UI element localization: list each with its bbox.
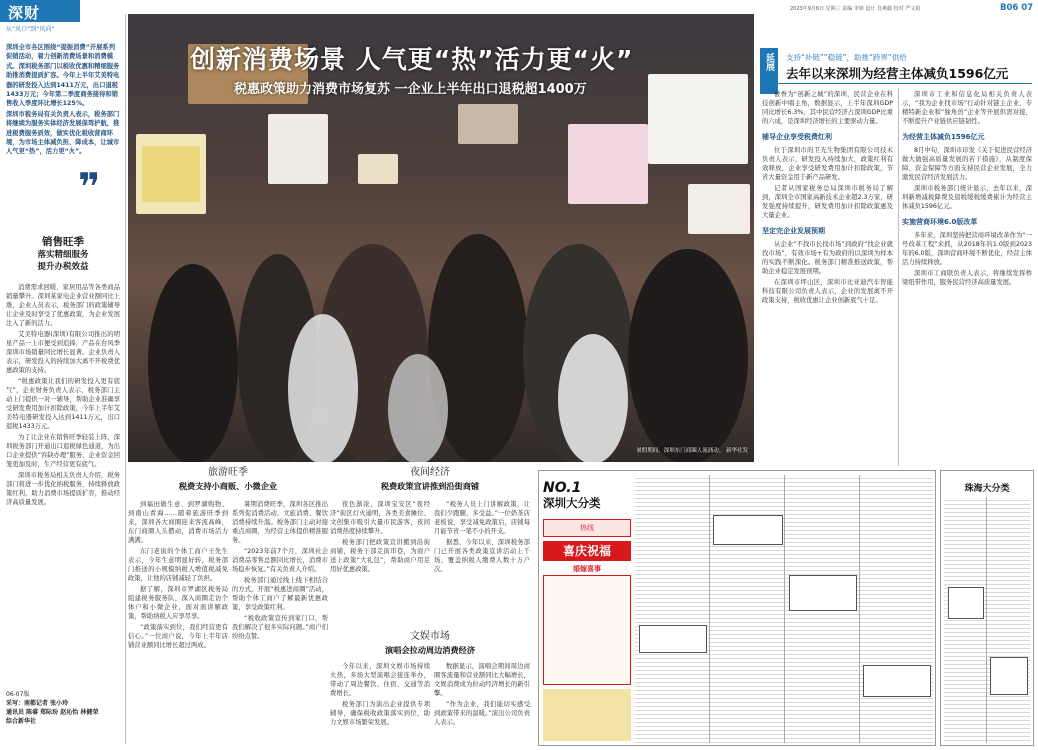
culture-title: 演唱会拉动周边消费经济 <box>384 645 476 655</box>
heading-sales-season: 销售旺季 <box>42 236 84 248</box>
classified-shenzhen-title: 深圳大分类 <box>543 496 601 510</box>
article-tourism-body: 到福田做生意、到罗湖购物、到南山看海……随着旅游旺季到来，深圳各大商圈迎来客流高峰，东门商圈人头攒动，消费市场活力满满。 东门老街的个体工商户王先生表示，今年生意明显好转，税务部门推送的小规模纳税人增值税减免政策，让他的店铺减轻了负担。 据了解，深圳市罗湖区税务局组建税务服务队，深入商圈走访个体户和小微企业，面对面讲解政策，帮助纳税人应享尽享。 “政策落实到位，我们经营更有信心。”一位商户说，今年上半年店铺营业额同比增长超过两成。 <box>128 501 228 649</box>
classified-brand-logo: NO.1 <box>543 480 582 496</box>
celebration-title-text: 喜庆祝福 <box>562 544 611 558</box>
footer-credit-2: 通讯员 陈睿 郑际玢 赵沁怡 林健荣 <box>6 709 99 716</box>
article-culture-header <box>330 630 530 656</box>
article-culture-body: 今年以来，深圳文娱市场持续火热，多场大型演唱会接连举办，带动了周边餐饮、住宿、交通等消费增长。 税务部门为演出企业提供专项辅导，确保税收政策落实到位，助力文娱市场繁荣发展。 <box>330 663 430 726</box>
extension-subhead-2: 为经营主体减负1596亿元 <box>902 133 985 141</box>
footer-credit-3: 综合新华社 <box>6 718 37 725</box>
footer-credits <box>6 690 124 726</box>
extension-col-a: 被誉为“创新之城”的深圳，民营企业在科技创新中唱主角，数据显示，上半年深圳GDP同比增长6.3%，其中民营经济占深圳GDP比重的六成，是深圳经济增长的主要驱动力量。 辅导企业享受税费红利 位于深圳市的卫光生物集团有限公司技术负责人表示，研发投入持续加大，政策红利有效释放，企业享受研发费用加计扣除政策，节省大量资金用于新产品研发。 记者从国家税务总局深圳市税务局了解到，深圳全市国家高新技术企业超2.3万家，研发强度持续提升，研发费用加计扣除政策惠及大量企业。 坚定完企业发展预期 从企业“不找市长找市场”到政府“找企业就找市场”，有效市场+有为政府的以深圳为样本的实践不断深化。税务部门精准推送政策，帮助企业稳定发展预期。 在深圳市坪山区，深圳市比亚迪汽车智能科技有限公司负责人表示，企业的发展离不开政策支持，税收优惠让企业创新底气十足。 <box>762 91 893 304</box>
extension-tag <box>760 48 778 94</box>
section-banner <box>0 0 80 22</box>
extension-subhead-1: 辅导企业享受税费红利 <box>762 133 832 141</box>
lead-intro-p1: 深圳全市各区围绕“提振消费”开展系列促销活动，着力创新消费场景和消费模式。深圳税务部门以税收优惠和精细服务助推消费提质扩容。今年上半年艾美特电器的研发投入达到1411万元，出口退税1433万元；今年第二季度商务接待和销售收入季度环比增长125%。 <box>6 44 120 108</box>
celebration-box <box>543 575 631 685</box>
left-column-body <box>6 283 120 678</box>
lead-intro <box>6 43 120 157</box>
left-column-rule <box>125 14 126 744</box>
left-para-2: 艾美特电器(深圳)有限公司推出的明星产品一上市便受到追捧，产品在台风季深圳市场销量同比增长显著。企业负责人表示，研发投入的持续加大离不开税费优惠政策的支持。 <box>6 331 120 374</box>
right-column-rule <box>898 88 899 466</box>
night-title: 税费政策宣讲推到沿街商铺 <box>380 481 480 491</box>
heading-service: 落实精细服务 <box>37 250 89 260</box>
article-tourism-body-2: 暑期消费旺季，深圳各区推出系列促消费活动，文旅消费、餐饮消费持续升温。税务部门主动对接重点商圈，为经营主体提供精准服务。 “2023年前7个月，深圳社会消费品零售总额同比增长，消费市场稳步恢复。”有关负责人介绍。 税务部门通过线上线下相结合的方式，开展“税惠进商圈”活动，帮助个体工商户了解最新优惠政策，享受政策红利。 “税收政策宣传到家门口，帮我们解决了很多实际问题。”商户们纷纷点赞。 <box>232 501 328 640</box>
celebration-title <box>543 541 631 561</box>
extension-tag-label: 延展 <box>764 53 774 71</box>
night-kicker: 夜间经济 <box>410 467 450 478</box>
section-title: 深财 <box>8 4 41 22</box>
sub-headline: 税惠政策助力消费市场复苏 一企业上半年出口退税超1400万 <box>234 82 587 97</box>
extension-subhead-4: 实施营商环境6.0版改革 <box>902 218 978 226</box>
classifieds-zhuhai <box>940 470 1034 746</box>
article-tourism-header <box>128 466 328 492</box>
classifieds-shenzhen <box>538 470 936 746</box>
tourism-kicker: 旅游旺季 <box>208 467 248 478</box>
lead-sidebar-heading <box>6 235 120 273</box>
edition-number: B06 07 <box>1000 3 1034 13</box>
footer-page-range: 06-07版 <box>6 691 30 698</box>
footer-credit-1: 采写：南都记者 张小玲 <box>6 700 69 707</box>
date-line: 2023年9月6日 星期三 责编 李铭 设计 肖燕璐 校对 严文娟 <box>790 6 921 12</box>
extension-title: 去年以来深圳为经营主体减负1596亿元 <box>786 66 1009 81</box>
extension-col-b: 深圳市工业和信息化局相关负责人表示，“我为企业找市场”行动针对链主企业、专精特新企业和“独角兽”企业等开展供需对接，不断提升产业链供应链韧性。 为经营主体减负1596亿元 8月中旬，深圳市印发《关于促进民营经济做大做强高质量发展的若干措施》，从制度保障、资金保障等方面支持民营企业发展，全力激发民营经济发展活力。 深圳市税务部门统计显示，去年以来，深圳新增减税降费及退税缓税缓费累计为经营主体减负1596亿元。 实施营商环境6.0版改革 多年来，深圳坚持把营商环境改革作为“一号改革工程”来抓，从2018年的1.0版到2023年的6.0版，深圳营商环境不断优化，经营主体活力持续释放。 深圳市工商联负责人表示，将继续发挥桥梁纽带作用，服务民营经济高质量发展。 <box>902 91 1032 286</box>
marriage-label <box>543 564 631 574</box>
zhuhai-columns <box>944 497 1030 743</box>
article-night-body-2: “税务人员上门讲解政策，让我们少跑腿、多受益。”一位奶茶店老板说，享受减免政策后，店铺每月能节省一笔不小的开支。 据悉，今年以来，深圳税务部门已开展各类政策宣讲活动上千场，覆盖纳税人缴费人数十万户次。 <box>434 501 530 573</box>
article-night-header <box>330 466 530 492</box>
left-para-3: “税惠政策让我们的研发投入更有底气”，企业财务负责人表示，税务部门主动上门提供一对一辅导，帮助企业准确享受研发费用加计扣除政策，今年上半年艾美特电器研发投入达到1411万元，出口退税1433万元。 <box>6 378 120 430</box>
tourism-title: 税费支持小商贩、小微企业 <box>178 481 278 491</box>
lead-photo <box>128 14 754 462</box>
lead-intro-p2: 深圳市税务局有关负责人表示，税务部门将继续为服务实体经济发展保驾护航，推进税费服务质效，做实优化税收营商环境，为市场主体减负担、降成本，让城市人气更“热”，活力更“火”。 <box>6 110 120 156</box>
marriage-label-text: 婚嫁喜事 <box>573 565 601 573</box>
left-para-5: 深圳市税务局相关负责人介绍，税务部门将进一步优化纳税服务，持续释放政策红利，助力消费市场提质扩容，推动经济高质量发展。 <box>6 472 120 506</box>
extension-title-rule <box>760 83 1032 84</box>
left-para-1: 消费需求回暖，家居用品等各类商品销量攀升。深圳某家电企业营业额同比上涨，企业人员表示，税务部门的政策辅导让企业及时享受了优惠政策，为企业发展注入了新的活力。 <box>6 284 120 327</box>
classified-columns <box>635 475 933 743</box>
classified-ad-yellow <box>543 689 631 741</box>
heading-efficiency: 提升办税效益 <box>37 262 89 272</box>
extension-subhead-3: 坚定完企业发展预期 <box>762 227 825 235</box>
extension-kicker: 支持“补链”“稳链”，助推“跨界”供给 <box>786 53 907 62</box>
photo-caption: 暑假期间，深圳东门商圈人流涌动。 新华社发 <box>636 448 748 454</box>
hotline-label: 热线 <box>580 524 594 532</box>
article-night-body: 夜色渐浓，深圳宝安区“夜经济”街区灯火通明，各类美食摊位、文创集市吸引大量市民游客，夜间消费热度持续攀升。 税务部门把政策宣讲搬到沿街商铺，税务干部走街串巷，为商户送上政策“大礼包”，帮助商户用足用好优惠政策。 <box>330 501 430 573</box>
classified-zhuhai-title: 珠海大分类 <box>964 484 1010 494</box>
culture-kicker: 文娱市场 <box>410 631 450 642</box>
article-culture-body-2: 数据显示，演唱会期间周边商圈客流量和营业额同比大幅增长，文娱消费成为拉动经济增长的新引擎。 “作为企业，我们能切实感受到政策带来的温暖。”演出公司负责人表示。 <box>434 663 530 726</box>
main-headline: 创新消费场景 人气更“热”活力更“火” <box>190 45 634 74</box>
quote-mark-icon: ❞ <box>78 165 101 209</box>
section-slogan: 从“风口”到“风向” <box>6 26 55 33</box>
classified-brand <box>543 477 631 517</box>
left-para-4: 为了让企业在销售旺季轻装上阵，深圳税务部门开通出口退税绿色通道，为出口企业提供“容缺办理”服务，企业资金回笼更加及时，生产经营更有底气。 <box>6 434 120 468</box>
hotline-box <box>543 519 631 537</box>
